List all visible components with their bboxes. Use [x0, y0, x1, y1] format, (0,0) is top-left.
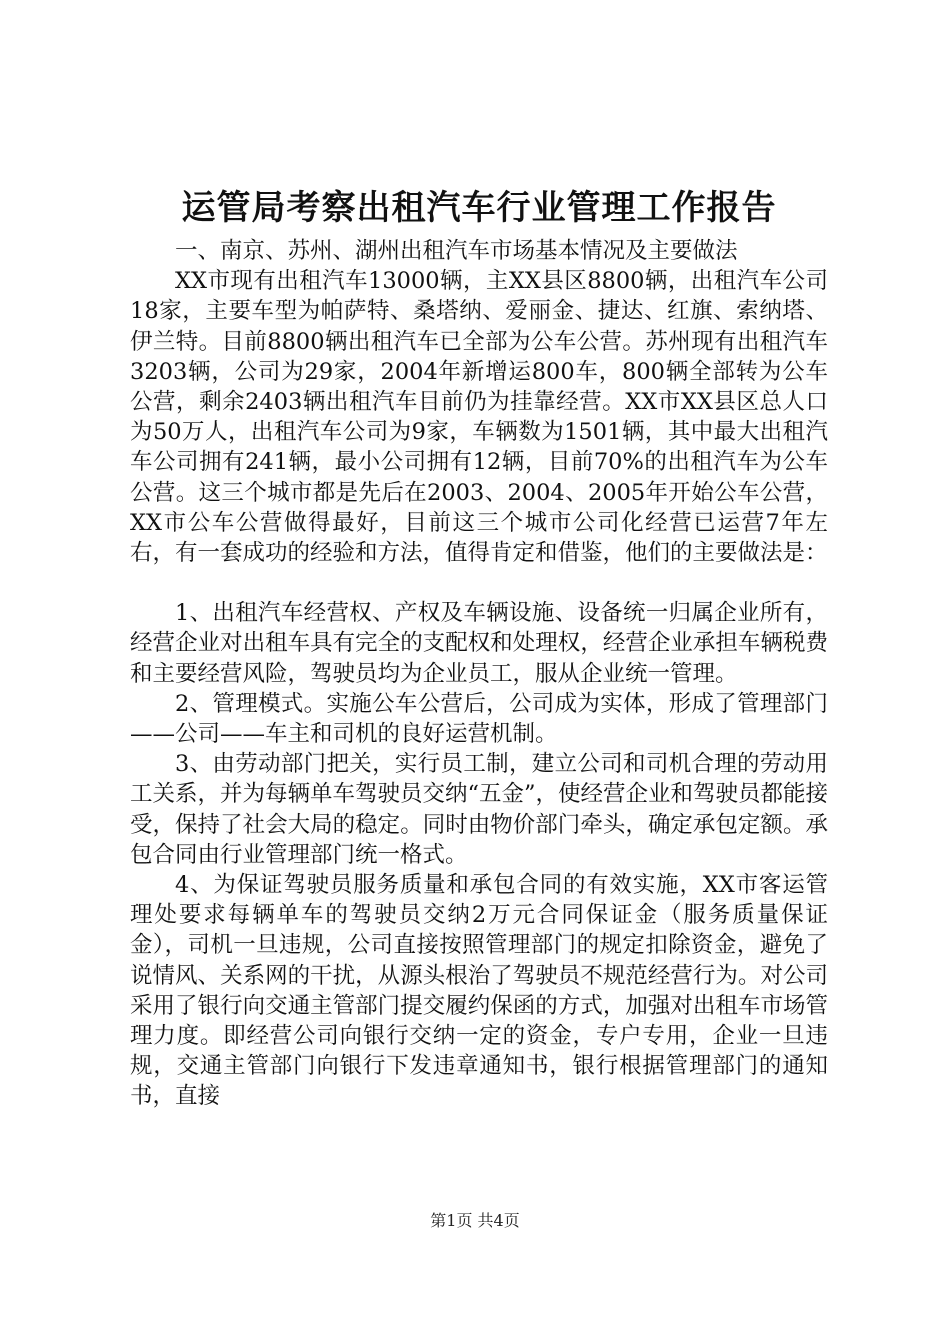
paragraph-item-3: 3、由劳动部门把关，实行员工制，建立公司和司机合理的劳动用工关系，并为每辆单车驾驶员交纳“五金”，使经营企业和驾驶员都能接受，保持了社会大局的稳定。同时由物价部门牵头，确定承包定额。承包合同由行业管理部门统一格式。: [130, 751, 829, 868]
paragraph-item-4: 4、为保证驾驶员服务质量和承包合同的有效实施，XX市客运管理处要求每辆单车的驾驶员交纳2万元合同保证金（服务质量保证金），司机一旦违规，公司直接按照管理部门的规定扣除资金，避免了说情风、关系网的干扰，从源头根治了驾驶员不规范经营行为。对公司采用了银行向交通主管部门提交履约保函的方式，加强对出租车市场管理力度。即经营公司向银行交纳一定的资金，专户专用，企业一旦违规，交通主管部门向银行下发违章通知书，银行根据管理部门的通知书，直接: [130, 872, 828, 1110]
document-title: 运管局考察出租汽车行业管理工作报告: [181, 188, 777, 228]
paragraph-item-1: 1、出租汽车经营权、产权及车辆设施、设备统一归属企业所有，经营企业对出租车具有完全的支配权和处理权，经营企业承担车辆税费和主要经营风险，驾驶员均为企业员工，服从企业统一管理。: [130, 600, 828, 687]
document-page: [130, 182, 828, 1112]
paragraph-item-2: 2、管理模式。实施公车公营后，公司成为实体，形成了管理部门——公司——车主和司机的良好运营机制。: [130, 690, 828, 748]
page-footer: 第1页 共4页: [430, 1211, 520, 1230]
section-heading: 一、南京、苏州、湖州出租汽车市场基本情况及主要做法: [175, 238, 738, 264]
paragraph-overview: XX市现有出租汽车13000辆，主XX县区8800辆，出租汽车公司18家，主要车型为帕萨特、桑塔纳、爱丽金、捷达、红旗、索纳塔、伊兰特。目前8800辆出租汽车已全部为公车公营。苏州现有出租汽车3203辆，公司为29家，2004年新增运800车，800辆全部转为公车公营，剩余2403辆出租汽车目前仍为挂靠经营。XX市XX县区总人口为50万人，出租汽车公司为9家，车辆数为1501辆，其中最大出租汽车公司拥有241辆，最小公司拥有12辆，目前70%的出租汽车为公车公营。这三个城市都是先后在2003、2004、2005年开始公车公营，XX市公车公营做得最好，目前这三个城市公司化经营已运营7年左右，有一套成功的经验和方法，值得肯定和借鉴，他们的主要做法是：: [130, 268, 828, 567]
